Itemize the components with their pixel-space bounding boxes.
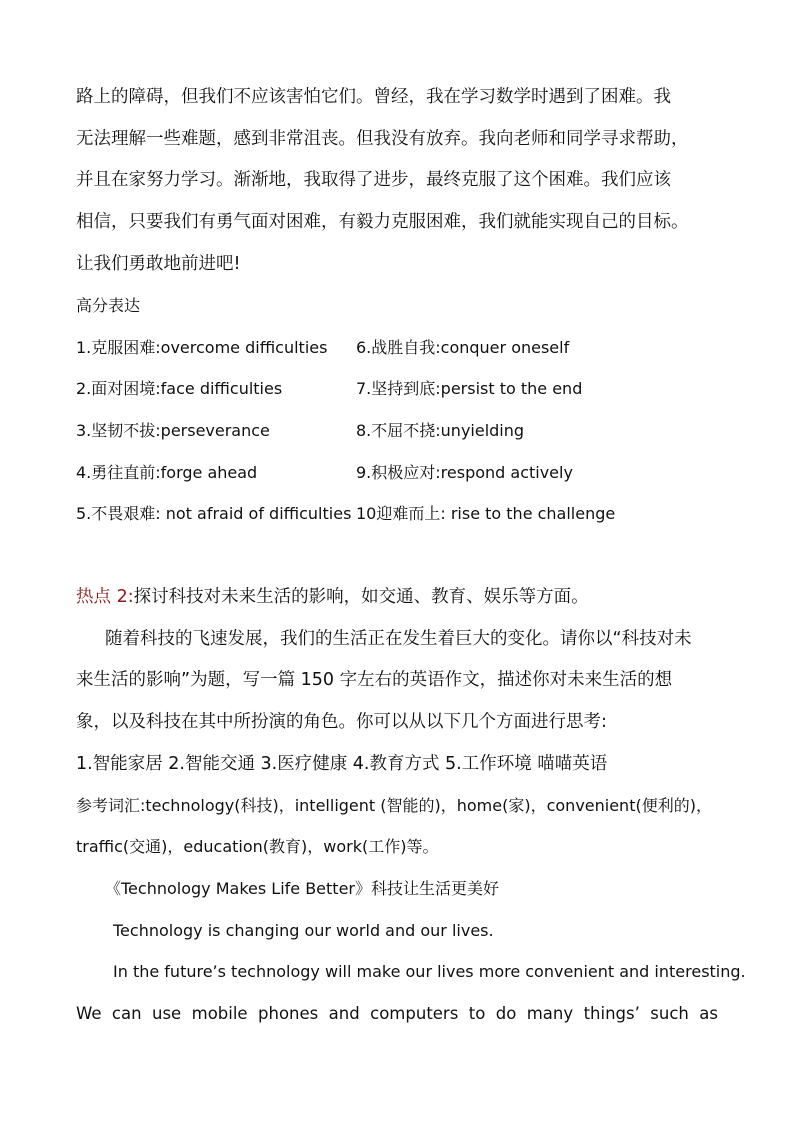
vocab-item: 4.勇往直前:forge ahead (76, 463, 258, 482)
vocab-item: 6.战胜自我:conquer oneself (356, 338, 570, 357)
hotspot-title: 探讨科技对未来生活的影响，如交通、教育、娱乐等方面。 (133, 587, 589, 607)
essay-line-2: In the future’s technology will make our lives more convenient and interesting. (113, 962, 746, 981)
prompt-line-1: 随着科技的飞速发展，我们的生活正在发生着巨大的变化。请你以“科技对未 (105, 629, 692, 649)
vocab-item: 9.积极应对:respond actively (356, 463, 573, 482)
vocab-heading: 高分表达 (76, 296, 141, 315)
hotspot-label: 热点 2: (76, 587, 134, 607)
prompt-line-4: 1.智能家居 2.智能交通 3.医疗健康 4.教育方式 5.工作环境 喵喵英语 (76, 754, 608, 774)
vocab-item: 5.不畏艰难: not afraid of difficulties (76, 504, 352, 523)
prompt-line-3: 象，以及科技在其中所扮演的角色。你可以从以下几个方面进行思考: (76, 712, 607, 732)
vocab-item: 10迎难而上: rise to the challenge (356, 504, 616, 523)
hotspot-heading (76, 585, 736, 609)
essay-title: 《Technology Makes Life Better》科技让生活更美好 (105, 879, 499, 898)
vocab-item: 1.克服困难:overcome difficulties (76, 338, 328, 357)
passage-line-3: 并且在家努力学习。渐渐地，我取得了进步，最终克服了这个困难。我们应该 (76, 170, 671, 190)
vocab-item: 7.坚持到底:persist to the end (356, 379, 583, 398)
vocab-item: 2.面对困境:face difficulties (76, 379, 283, 398)
vocab-item: 3.坚韧不拔:perseverance (76, 421, 270, 440)
reference-vocab-line-1: 参考词汇:technology(科技)，intelligent (智能的)，home(家)，convenient(便利的)， (76, 796, 712, 815)
vocab-item: 8.不屈不挠:unyielding (356, 421, 525, 440)
passage-line-1: 路上的障碍，但我们不应该害怕它们。曾经，我在学习数学时遇到了困难。我 (76, 87, 671, 107)
essay-line-3: We can use mobile phones and computers to do many things’ such as (76, 1004, 718, 1023)
reference-vocab-line-2: traffic(交通)，education(教育)，work(工作)等。 (76, 837, 439, 856)
essay-line-1: Technology is changing our world and our lives. (113, 921, 494, 940)
passage-line-2: 无法理解一些难题，感到非常沮丧。但我没有放弃。我向老师和同学寻求帮助， (76, 129, 689, 149)
prompt-line-2: 来生活的影响”为题，写一篇 150 字左右的英语作文，描述你对未来生活的想 (76, 670, 673, 690)
passage-line-4: 相信，只要我们有勇气面对困难，有毅力克服困难，我们就能实现自己的目标。 (76, 212, 689, 232)
passage-line-5: 让我们勇敢地前进吧! (76, 254, 241, 274)
